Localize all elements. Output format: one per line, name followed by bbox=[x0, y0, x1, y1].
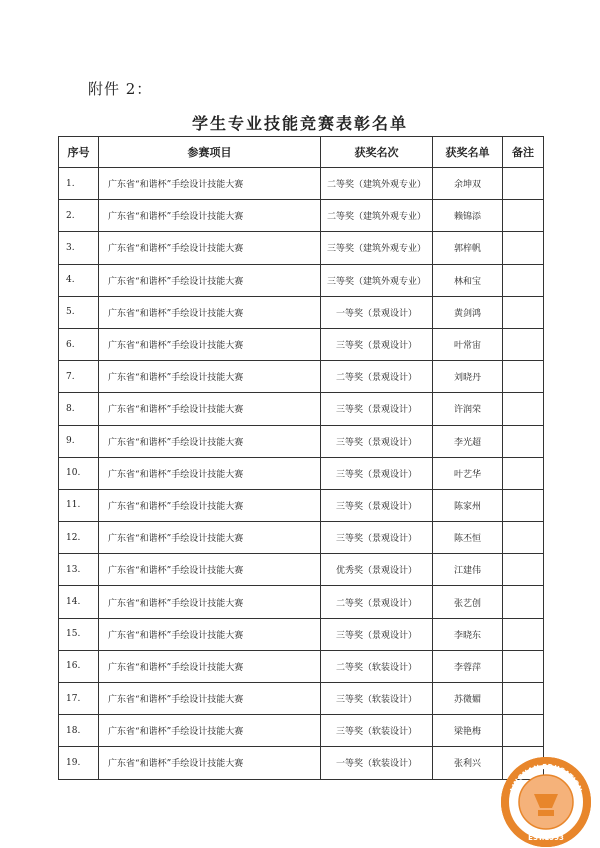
table-row bbox=[59, 393, 544, 425]
row-index: 6. bbox=[59, 328, 99, 360]
row-index: 13. bbox=[59, 554, 99, 586]
row-index: 4. bbox=[59, 264, 99, 296]
row-remark bbox=[503, 586, 544, 618]
row-award: 二等奖（景观设计） bbox=[321, 586, 433, 618]
row-index: 7. bbox=[59, 361, 99, 393]
row-event: 广东省“和谐杯”手绘设计技能大赛 bbox=[99, 296, 321, 328]
attachment-label: 附件 2： bbox=[88, 80, 153, 98]
table-row bbox=[59, 618, 544, 650]
table-body bbox=[59, 168, 544, 780]
row-award: 二等奖（软装设计） bbox=[321, 650, 433, 682]
seal-bottom-text: EST.1993 bbox=[528, 834, 564, 842]
row-remark bbox=[503, 361, 544, 393]
row-winner: 苏微媚 bbox=[433, 683, 503, 715]
row-event: 广东省“和谐杯”手绘设计技能大赛 bbox=[99, 361, 321, 393]
seal-arc-text: LINGNAN EDUCATION bbox=[508, 762, 584, 793]
table-row bbox=[59, 586, 544, 618]
row-award: 三等奖（软装设计） bbox=[321, 715, 433, 747]
row-award: 一等奖（景观设计） bbox=[321, 296, 433, 328]
row-index: 16. bbox=[59, 650, 99, 682]
table-row bbox=[59, 200, 544, 232]
row-event: 广东省“和谐杯”手绘设计技能大赛 bbox=[99, 522, 321, 554]
header-index: 序号 bbox=[59, 137, 99, 168]
row-award: 三等奖（景观设计） bbox=[321, 618, 433, 650]
table-row bbox=[59, 361, 544, 393]
row-event: 广东省“和谐杯”手绘设计技能大赛 bbox=[99, 586, 321, 618]
row-index: 18. bbox=[59, 715, 99, 747]
row-award: 一等奖（软装设计） bbox=[321, 747, 433, 779]
row-event: 广东省“和谐杯”手绘设计技能大赛 bbox=[99, 489, 321, 521]
row-award: 三等奖（软装设计） bbox=[321, 683, 433, 715]
table-row bbox=[59, 554, 544, 586]
row-award: 三等奖（建筑外观专业） bbox=[321, 232, 433, 264]
table-row bbox=[59, 328, 544, 360]
table-row bbox=[59, 715, 544, 747]
row-index: 14. bbox=[59, 586, 99, 618]
row-event: 广东省“和谐杯”手绘设计技能大赛 bbox=[99, 328, 321, 360]
row-winner: 李光超 bbox=[433, 425, 503, 457]
document-title: 学生专业技能竞赛表彰名单 bbox=[191, 114, 408, 133]
row-remark bbox=[503, 296, 544, 328]
row-event: 广东省“和谐杯”手绘设计技能大赛 bbox=[99, 393, 321, 425]
row-award: 优秀奖（景观设计） bbox=[321, 554, 433, 586]
row-winner: 江建伟 bbox=[433, 554, 503, 586]
row-index: 11. bbox=[59, 489, 99, 521]
table-row bbox=[59, 168, 544, 200]
row-index: 1. bbox=[59, 168, 99, 200]
row-remark bbox=[503, 522, 544, 554]
row-award: 三等奖（建筑外观专业） bbox=[321, 264, 433, 296]
table-row bbox=[59, 683, 544, 715]
row-winner: 刘晓丹 bbox=[433, 361, 503, 393]
row-winner: 郭梓帆 bbox=[433, 232, 503, 264]
school-seal bbox=[500, 756, 592, 848]
row-remark bbox=[503, 425, 544, 457]
row-winner: 余坤双 bbox=[433, 168, 503, 200]
row-remark bbox=[503, 457, 544, 489]
row-award: 二等奖（景观设计） bbox=[321, 361, 433, 393]
row-remark bbox=[503, 489, 544, 521]
row-event: 广东省“和谐杯”手绘设计技能大赛 bbox=[99, 683, 321, 715]
row-index: 10. bbox=[59, 457, 99, 489]
header-winner: 获奖名单 bbox=[433, 137, 503, 168]
row-winner: 陈丕恒 bbox=[433, 522, 503, 554]
row-award: 三等奖（景观设计） bbox=[321, 328, 433, 360]
row-index: 2. bbox=[59, 200, 99, 232]
row-award: 二等奖（建筑外观专业） bbox=[321, 168, 433, 200]
row-award: 三等奖（景观设计） bbox=[321, 489, 433, 521]
row-winner: 黄剑鸿 bbox=[433, 296, 503, 328]
row-winner: 陈家州 bbox=[433, 489, 503, 521]
row-remark bbox=[503, 554, 544, 586]
row-winner: 李晓东 bbox=[433, 618, 503, 650]
row-index: 12. bbox=[59, 522, 99, 554]
header-remark: 备注 bbox=[503, 137, 544, 168]
row-event: 广东省“和谐杯”手绘设计技能大赛 bbox=[99, 618, 321, 650]
row-remark bbox=[503, 232, 544, 264]
row-event: 广东省“和谐杯”手绘设计技能大赛 bbox=[99, 425, 321, 457]
row-award: 三等奖（景观设计） bbox=[321, 522, 433, 554]
row-winner: 梁艳梅 bbox=[433, 715, 503, 747]
table-row bbox=[59, 489, 544, 521]
row-remark bbox=[503, 715, 544, 747]
table-row bbox=[59, 425, 544, 457]
row-remark bbox=[503, 264, 544, 296]
row-award: 三等奖（景观设计） bbox=[321, 457, 433, 489]
row-event: 广东省“和谐杯”手绘设计技能大赛 bbox=[99, 457, 321, 489]
row-remark bbox=[503, 393, 544, 425]
row-winner: 叶常宙 bbox=[433, 328, 503, 360]
header-award: 获奖名次 bbox=[321, 137, 433, 168]
row-index: 3. bbox=[59, 232, 99, 264]
row-remark bbox=[503, 168, 544, 200]
row-remark bbox=[503, 650, 544, 682]
row-winner: 李蓉萍 bbox=[433, 650, 503, 682]
row-event: 广东省“和谐杯”手绘设计技能大赛 bbox=[99, 554, 321, 586]
row-winner: 张艺创 bbox=[433, 586, 503, 618]
row-index: 9. bbox=[59, 425, 99, 457]
row-award: 二等奖（建筑外观专业） bbox=[321, 200, 433, 232]
row-event: 广东省“和谐杯”手绘设计技能大赛 bbox=[99, 747, 321, 779]
row-index: 17. bbox=[59, 683, 99, 715]
table-header-row bbox=[59, 137, 544, 168]
row-event: 广东省“和谐杯”手绘设计技能大赛 bbox=[99, 650, 321, 682]
table-row bbox=[59, 457, 544, 489]
row-award: 三等奖（景观设计） bbox=[321, 425, 433, 457]
row-event: 广东省“和谐杯”手绘设计技能大赛 bbox=[99, 232, 321, 264]
table-row bbox=[59, 296, 544, 328]
row-award: 三等奖（景观设计） bbox=[321, 393, 433, 425]
row-event: 广东省“和谐杯”手绘设计技能大赛 bbox=[99, 264, 321, 296]
row-remark bbox=[503, 618, 544, 650]
header-event: 参赛项目 bbox=[99, 137, 321, 168]
table-row bbox=[59, 747, 544, 779]
row-index: 5. bbox=[59, 296, 99, 328]
row-event: 广东省“和谐杯”手绘设计技能大赛 bbox=[99, 168, 321, 200]
row-winner: 赖锦添 bbox=[433, 200, 503, 232]
row-remark bbox=[503, 200, 544, 232]
table-row bbox=[59, 264, 544, 296]
awards-table bbox=[58, 136, 544, 780]
row-winner: 林和宝 bbox=[433, 264, 503, 296]
table-row bbox=[59, 650, 544, 682]
row-remark bbox=[503, 683, 544, 715]
row-index: 19. bbox=[59, 747, 99, 779]
row-winner: 许润荣 bbox=[433, 393, 503, 425]
row-event: 广东省“和谐杯”手绘设计技能大赛 bbox=[99, 200, 321, 232]
row-index: 8. bbox=[59, 393, 99, 425]
table-row bbox=[59, 522, 544, 554]
row-event: 广东省“和谐杯”手绘设计技能大赛 bbox=[99, 715, 321, 747]
row-index: 15. bbox=[59, 618, 99, 650]
row-winner: 叶艺华 bbox=[433, 457, 503, 489]
row-remark bbox=[503, 328, 544, 360]
table-row bbox=[59, 232, 544, 264]
row-winner: 张利兴 bbox=[433, 747, 503, 779]
